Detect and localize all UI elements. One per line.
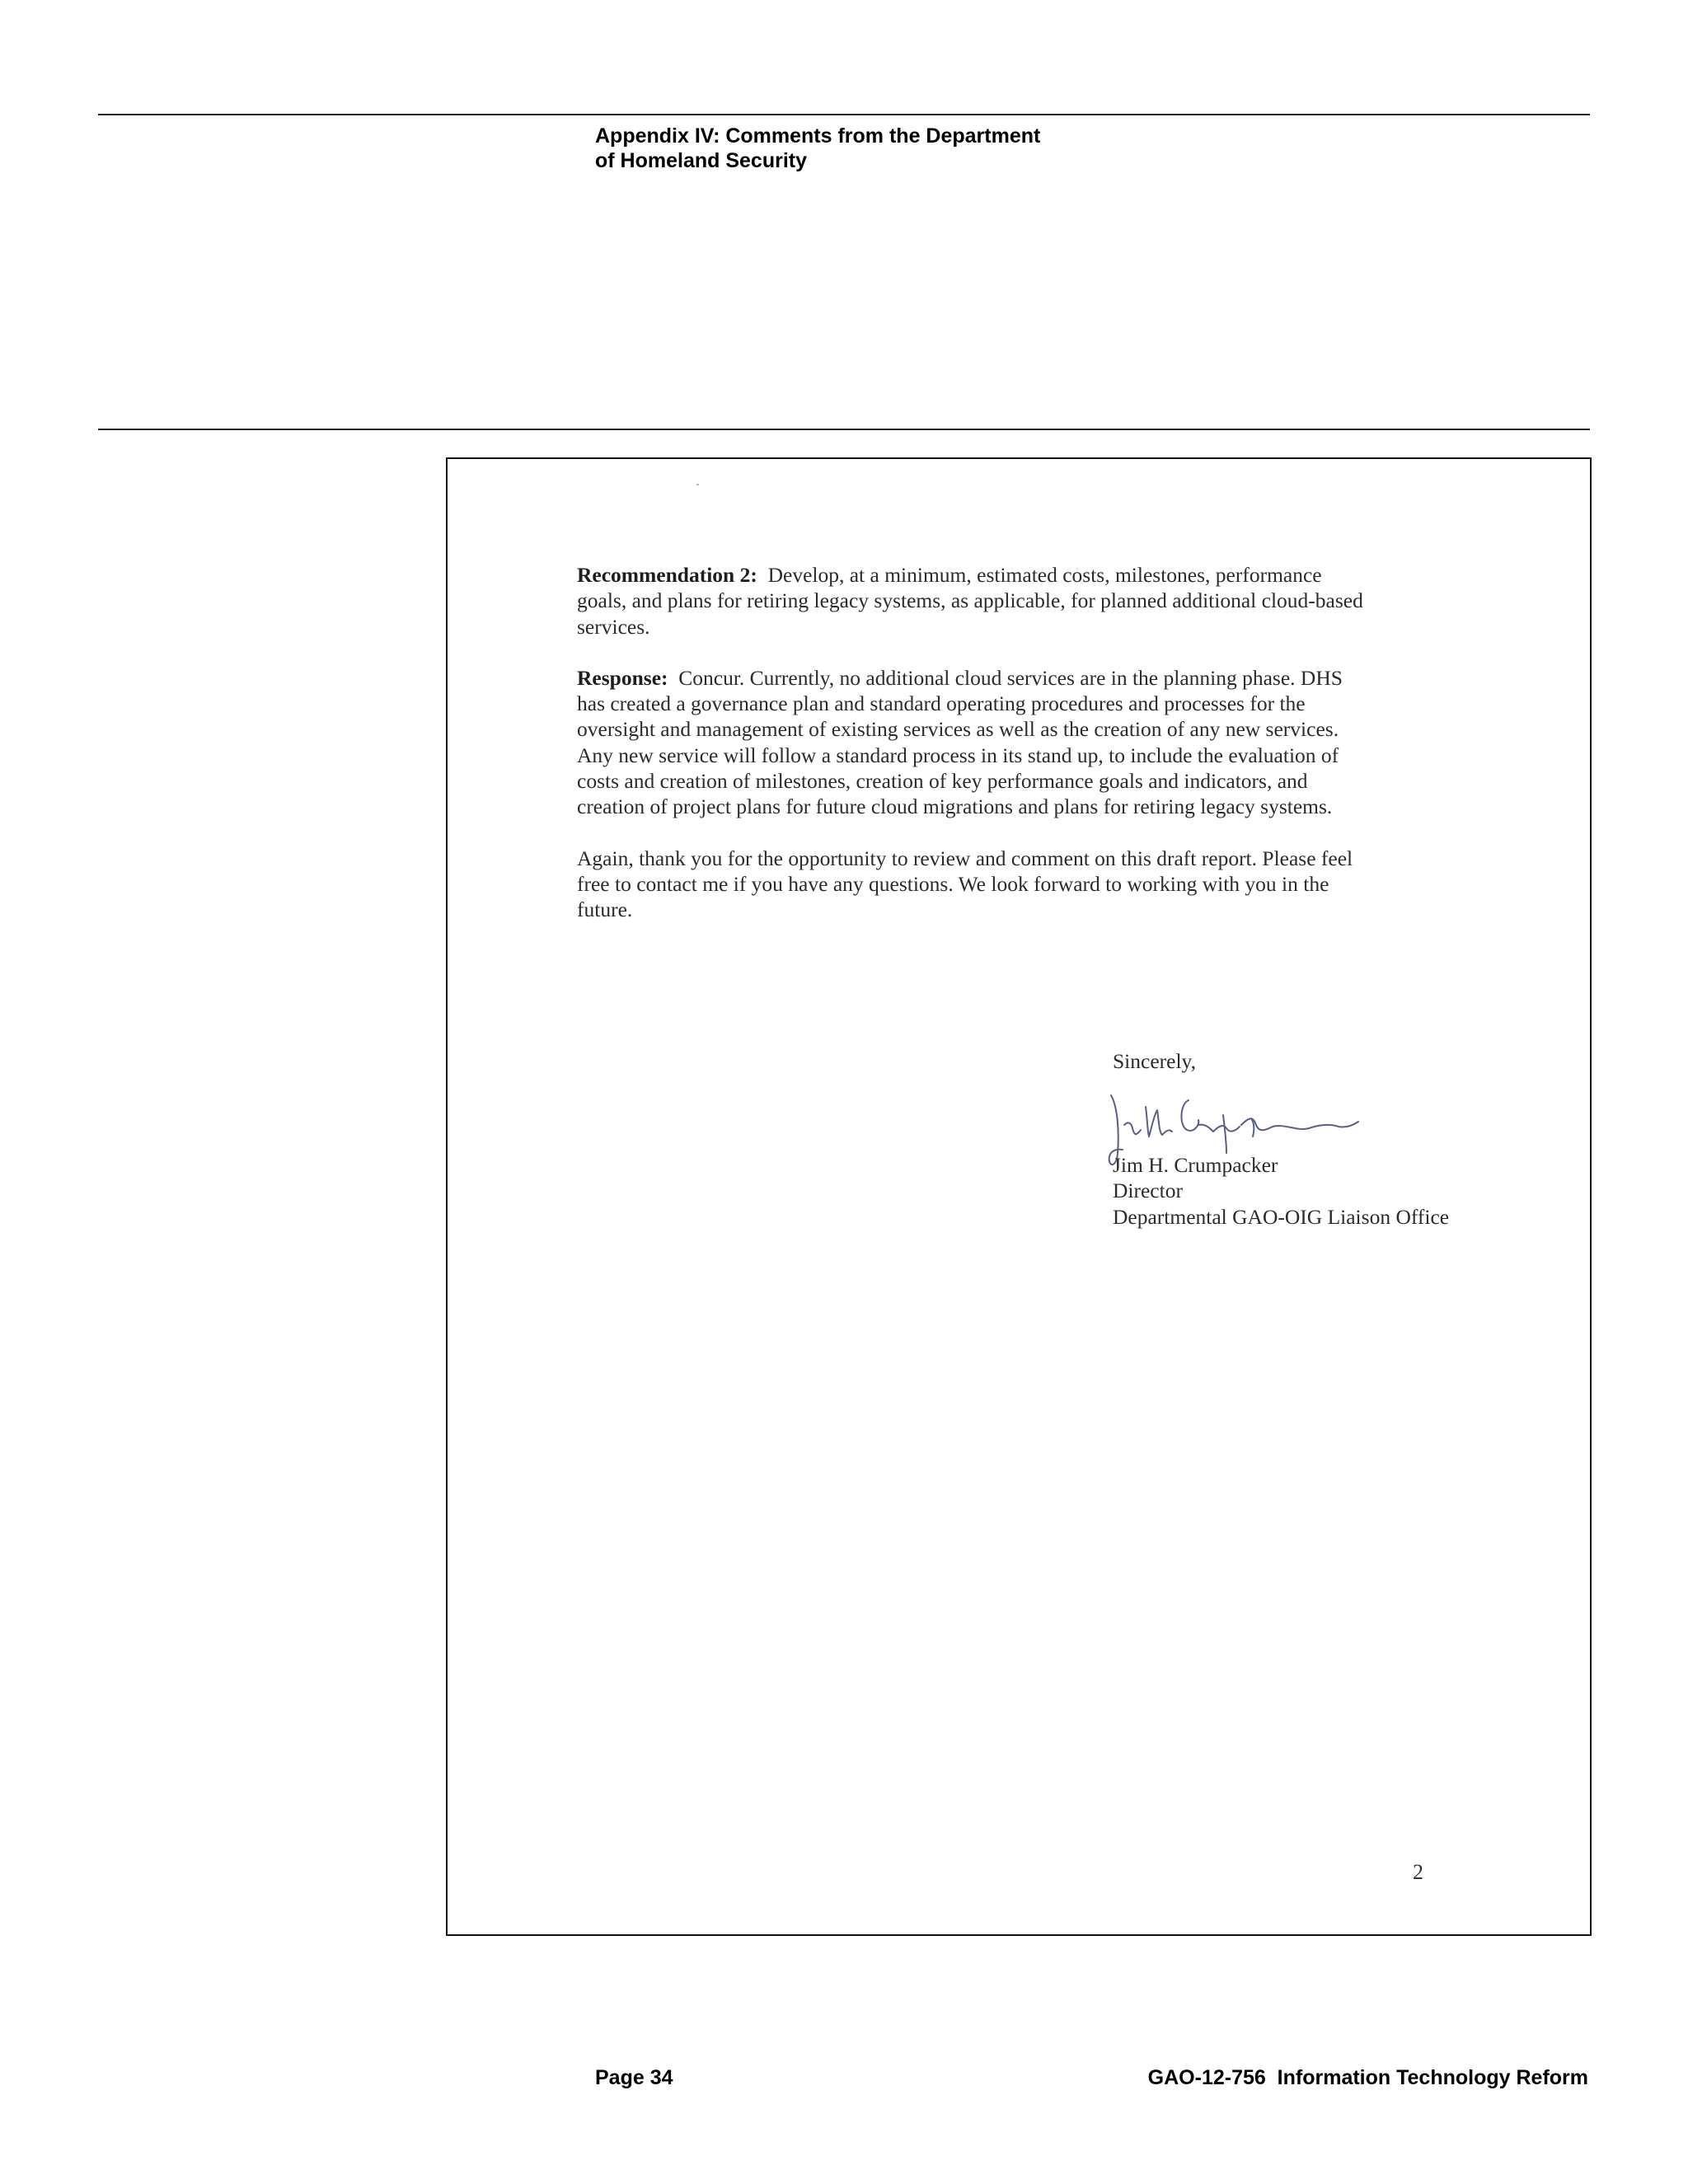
header-rule-bottom — [98, 429, 1590, 430]
response-text-1: Concur. Currently, no additional cloud services are in the planning phase. DHS — [678, 665, 1343, 690]
recommendation-line-2: goals, and plans for retiring legacy systems, as applicable, for planned additional cloud-based — [577, 588, 1363, 613]
response-paragraph — [577, 665, 1467, 820]
valediction: Sincerely, — [1113, 1049, 1197, 1073]
scanned-letter-page — [446, 457, 1592, 1936]
closing-line-3: future. — [577, 898, 633, 922]
signer-name: Jim H. Crumpacker — [1113, 1153, 1278, 1177]
response-line-1 — [577, 665, 1467, 691]
signature-block — [1113, 1152, 1449, 1230]
recommendation-line-1 — [577, 562, 1467, 588]
response-line-3: oversight and management of existing services as well as the creation of any new services. — [577, 717, 1339, 742]
header-rule-top — [98, 114, 1590, 115]
response-line-6: creation of project plans for future cloud migrations and plans for retiring legacy systems. — [577, 794, 1333, 819]
appendix-title — [595, 124, 1172, 173]
closing-paragraph — [577, 846, 1467, 923]
letter-page-number: 2 — [1413, 1860, 1423, 1884]
closing-line-2: free to contact me if you have any questions. We look forward to working with you in the — [577, 871, 1329, 896]
footer-report-title: GAO-12-756 Information Technology Reform — [1147, 2066, 1588, 2089]
response-line-5: costs and creation of milestones, creation of key performance goals and indicators, and — [577, 769, 1308, 794]
closing-line-1: Again, thank you for the opportunity to review and comment on this draft report. Please feel — [577, 846, 1353, 870]
signer-title: Director — [1113, 1179, 1183, 1203]
footer-page-number: Page 34 — [595, 2066, 673, 2089]
appendix-title-line-1: Appendix IV: Comments from the Department — [595, 124, 1041, 148]
signer-office: Departmental GAO-OIG Liaison Office — [1113, 1204, 1450, 1229]
recommendation-line-3: services. — [577, 614, 650, 639]
recommendation-text-1: Develop, at a minimum, estimated costs, milestones, performance — [767, 563, 1322, 587]
response-line-4: Any new service will follow a standard process in its stand up, to include the evaluation of — [577, 743, 1339, 767]
recommendation-label: Recommendation 2: — [577, 563, 757, 587]
appendix-title-line-2: of Homeland Security — [595, 149, 807, 172]
recommendation-paragraph — [577, 562, 1467, 640]
response-line-2: has created a governance plan and standard operating procedures and processes for the — [577, 691, 1306, 716]
letter-body — [577, 562, 1467, 1229]
scan-speck — [696, 484, 699, 485]
response-label: Response: — [577, 665, 668, 690]
